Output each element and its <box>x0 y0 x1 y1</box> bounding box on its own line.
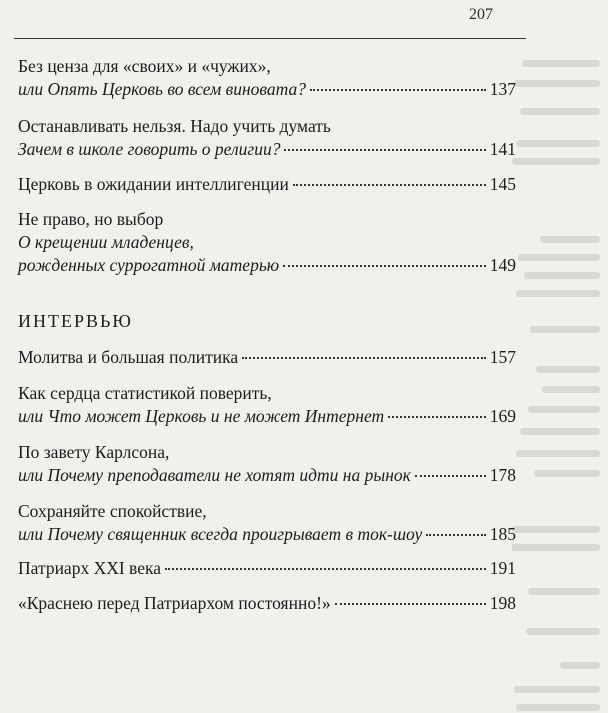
toc-entry <box>18 557 516 580</box>
entry-title: По завету Карлсона, <box>18 442 170 462</box>
entry-page-number: 149 <box>489 255 516 275</box>
entry-page-number: 137 <box>489 79 516 99</box>
header-rule <box>14 38 526 39</box>
entry-subtitle: или Почему преподаватели не хотят идти на рынок <box>18 465 411 485</box>
entry-title: Как сердца статистикой поверить, <box>18 383 272 403</box>
toc-entry <box>18 115 516 161</box>
toc-entry <box>18 346 516 369</box>
entry-title: Без ценза для «своих» и «чужих», <box>18 56 271 76</box>
toc-entry <box>18 208 516 277</box>
dot-leader <box>310 89 486 91</box>
entry-title: Останавливать нельзя. Надо учить думать <box>18 116 331 136</box>
toc-entry <box>18 441 516 487</box>
entry-subtitle: О крещении младенцев, <box>18 232 194 252</box>
section-heading: ИНТЕРВЬЮ <box>18 311 133 331</box>
toc-entry <box>18 592 516 615</box>
dot-leader <box>293 184 486 186</box>
entry-page-number: 185 <box>489 524 516 544</box>
entry-title: Церковь в ожидании интеллигенции <box>18 174 289 194</box>
dot-leader <box>335 603 486 605</box>
entry-title: Патриарх XXI века <box>18 558 161 578</box>
entry-page-number: 198 <box>489 593 516 613</box>
toc-entry <box>18 173 516 196</box>
entry-page-number: 157 <box>489 347 516 367</box>
dot-leader <box>388 416 486 418</box>
entry-page-number: 141 <box>489 139 516 159</box>
entry-title: Сохраняйте спокойствие, <box>18 501 207 521</box>
dot-leader <box>426 534 486 536</box>
entry-subtitle: Зачем в школе говорить о религии? <box>18 139 281 159</box>
dot-leader <box>283 265 486 267</box>
bleed-through-text <box>512 40 608 713</box>
entry-page-number: 169 <box>489 406 516 426</box>
toc-entry <box>18 55 516 101</box>
entry-subtitle: или Что может Церковь и не может Интернет <box>18 406 385 426</box>
entry-title: Не право, но выбор <box>18 209 164 229</box>
entry-page-number: 191 <box>489 558 516 578</box>
entry-subtitle: рожденных суррогатной матерью <box>18 255 280 275</box>
dot-leader <box>415 475 486 477</box>
dot-leader <box>284 149 485 151</box>
toc-entry <box>18 382 516 428</box>
page-number: 207 <box>469 6 493 23</box>
entry-title: «Краснею перед Патриархом постоянно!» <box>18 593 331 613</box>
toc-entry <box>18 500 516 546</box>
dot-leader <box>165 568 486 570</box>
entry-title: Молитва и большая политика <box>18 347 239 367</box>
entry-page-number: 145 <box>489 174 516 194</box>
entry-subtitle: или Почему священник всегда проигрывает в ток-шоу <box>18 524 423 544</box>
dot-leader <box>242 357 486 359</box>
entry-subtitle: или Опять Церковь во всем виновата? <box>18 79 306 99</box>
entry-page-number: 178 <box>489 465 516 485</box>
